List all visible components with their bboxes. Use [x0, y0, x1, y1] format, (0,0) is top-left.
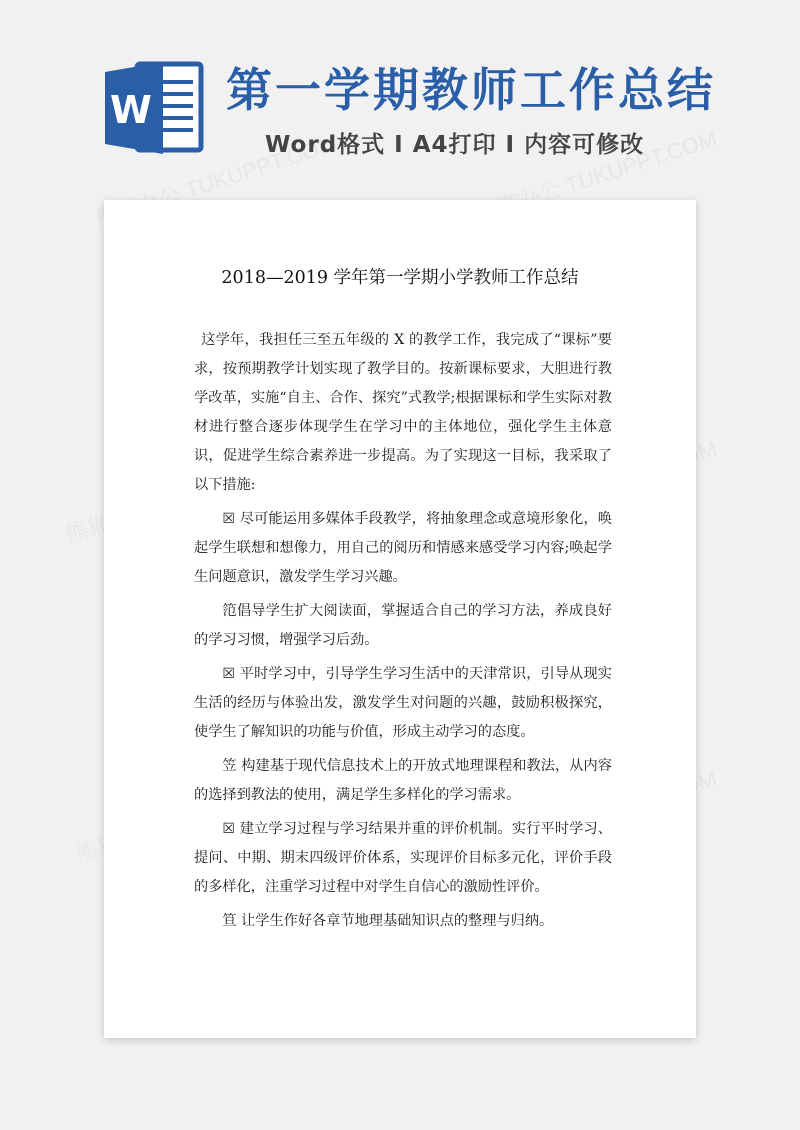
document-page	[104, 200, 696, 1038]
paragraph: ☒ 平时学习中，引导学生学习生活中的天津常识，引导从现实生活的经历与体验出发，激发学生对问题的兴趣，鼓励积极探究，使学生了解知识的功能与价值，形成主动学习的态度。	[194, 666, 612, 740]
paragraph: 笪 让学生作好各章节地理基础知识点的整理与归纳。	[222, 913, 554, 929]
word-logo-letter: W	[110, 88, 152, 132]
banner-title: 第一学期教师工作总结	[226, 63, 716, 117]
paragraph: 笠 构建基于现代信息技术上的开放式地理课程和教法，从内容的选择到教法的使用，满足学生多样化的学习需求。	[194, 758, 612, 803]
word-logo-icon	[105, 58, 205, 158]
paragraph: ☒ 尽可能运用多媒体手段教学，将抽象理念或意境形象化，唤起学生联想和想像力，用自己的阅历和情感来感受学习内容;唤起学生问题意识，激发学生学习兴趣。	[194, 511, 612, 585]
document-title: 2018—2019 学年第一学期小学教师工作总结	[221, 268, 579, 288]
header-banner	[0, 0, 800, 200]
banner-subtitle: Word格式 I A4打印 I 内容可修改	[265, 132, 645, 158]
paragraph: 这学年，我担任三至五年级的 X 的教学工作，我完成了“课标”要求，按预期教学计划实现了教学目的。按新课标要求，大胆进行教学改革，实施“自主、合作、探究”式教学;根据课标和学生实际对教材进行整合逐步体现学生在学习中的主体地位，强化学生主体意识，促进学生综合素养进一步提高。为了实现这一目标，我采取了以下措施:	[194, 332, 612, 493]
paragraph: 笵倡导学生扩大阅读面，掌握适合自己的学习方法，养成良好的学习习惯，增强学习后劲。	[194, 603, 612, 648]
document-body	[194, 326, 612, 941]
paragraph: ☒ 建立学习过程与学习结果并重的评价机制。实行平时学习、提问、中期、期末四级评价体系，实现评价目标多元化，评价手段的多样化，注重学习过程中对学生自信心的激励性评价。	[194, 821, 612, 895]
